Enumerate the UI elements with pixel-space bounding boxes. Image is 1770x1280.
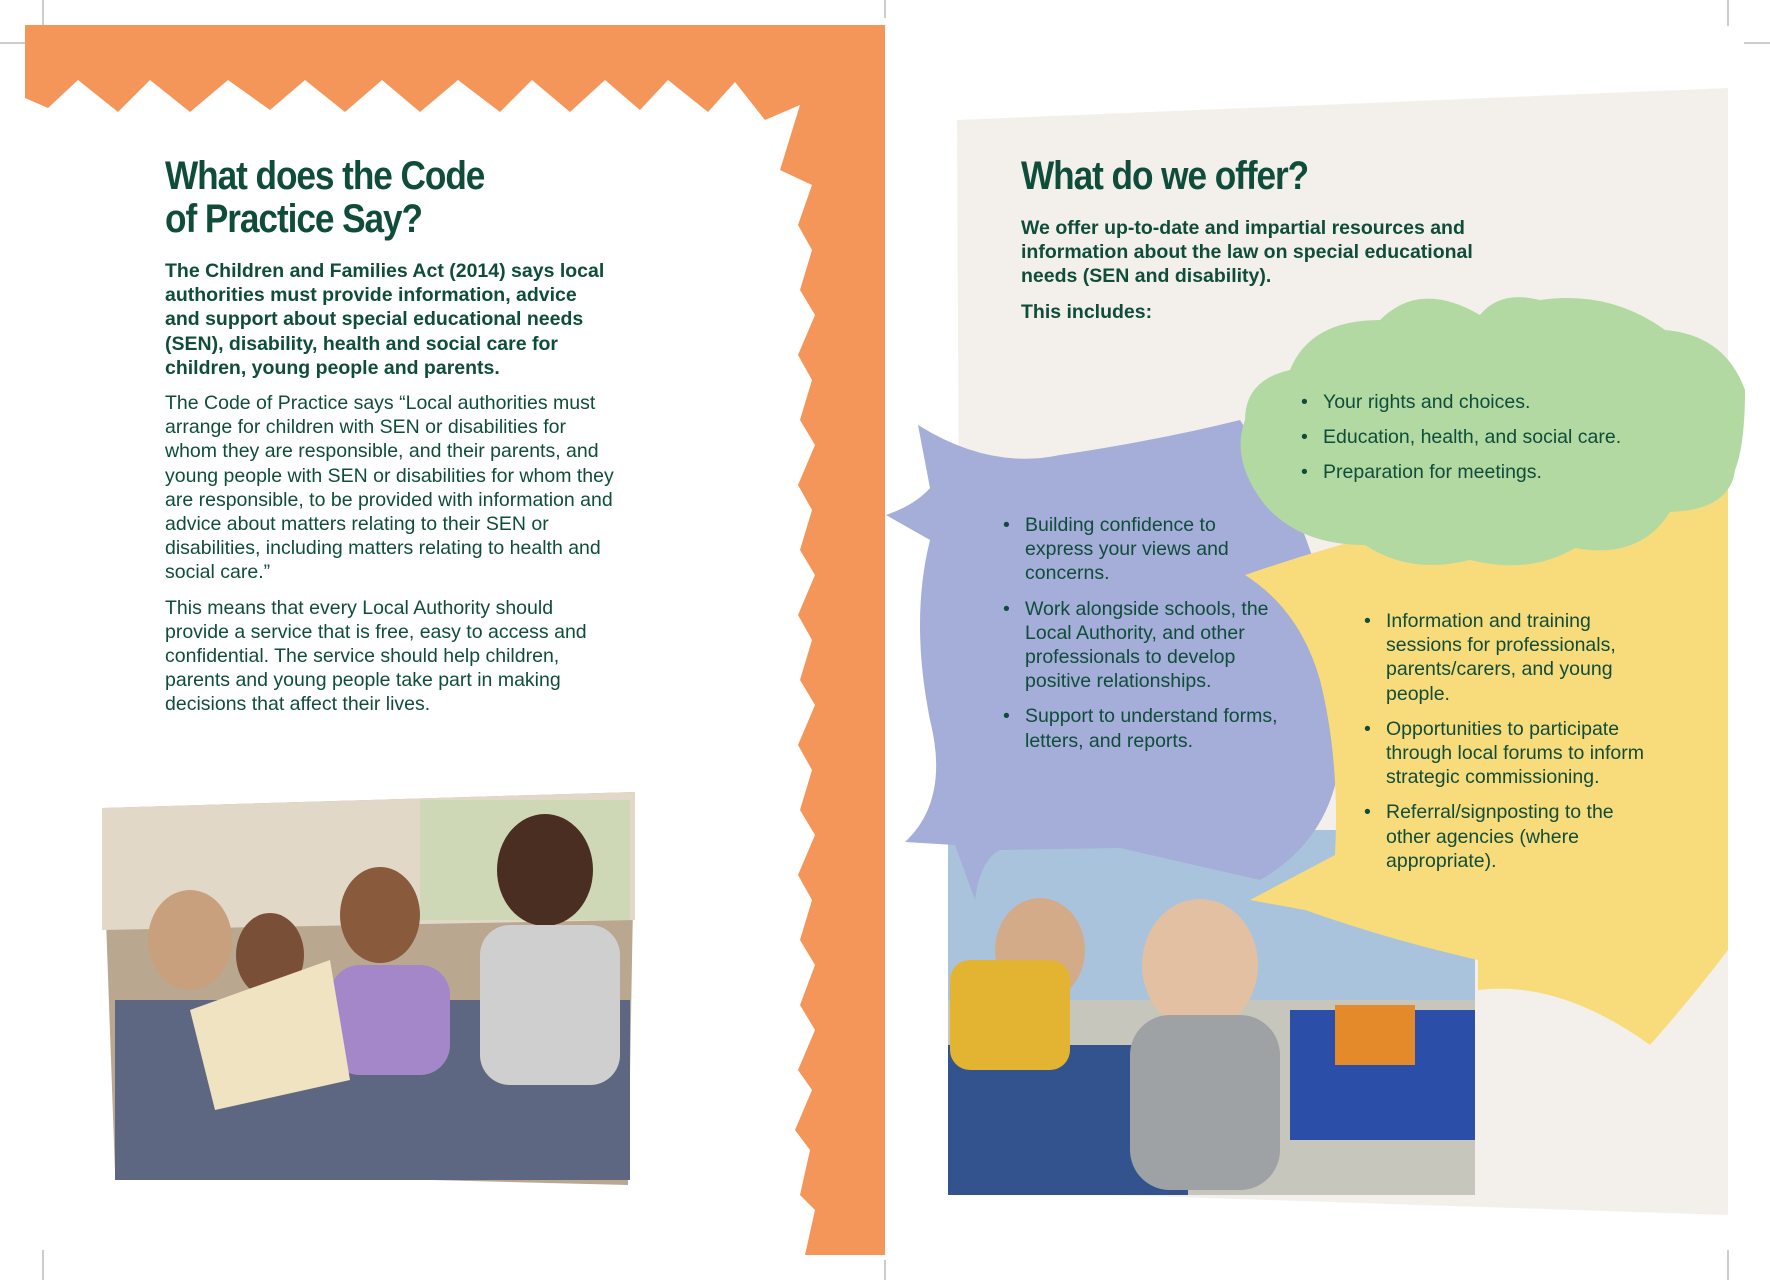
list-item: • Information and training sessions for professionals, parents/carers, and young people. <box>1364 609 1641 706</box>
list-item: • Opportunities to participate through local forums to inform strategic commissioning. <box>1364 717 1686 790</box>
list-item: • Education, health, and social care. <box>1301 425 1681 449</box>
code-quote-paragraph: The Code of Practice says “Local authorities must arrange for children with SEN or disabilities for whom they are responsible, and their parents, and young people with SEN or disabilities for whom they are responsible, to be provided with information and advice about matters relating to their SEN or disabilities, including matters relating to health and social care.” <box>165 392 614 584</box>
family-reading-photo <box>102 792 635 1185</box>
left-title-line-2: of Practice Say? <box>165 197 423 241</box>
list-item: • Referral/signposting to the other agencies (where appropriate). <box>1364 800 1616 873</box>
list-item: • Preparation for meetings. <box>1301 460 1681 484</box>
blue-bullet-list <box>1003 513 1293 764</box>
list-item: • Building confidence to express your views and concerns. <box>1003 513 1260 586</box>
left-page-content <box>165 155 615 728</box>
left-title-line-1: What does the Code <box>165 154 485 198</box>
closing-paragraph: This means that every Local Authority should provide a service that is free, easy to access and confidential. The service should help children, parents and young people take part in making decisions that affect their lives. <box>165 596 587 716</box>
right-page-content <box>1021 155 1521 324</box>
list-item: • Work alongside schools, the Local Authority, and other professionals to develop positive relationships. <box>1003 597 1280 694</box>
list-item: • Your rights and choices. <box>1301 390 1681 414</box>
right-page-title: What do we offer? <box>1021 154 1309 198</box>
lead-paragraph: The Children and Families Act (2014) says local authorities must provide information, advice and support about special educational needs (SEN), disability, health and social care for children, young people and parents. <box>165 260 605 379</box>
list-item: • Support to understand forms, letters, and reports. <box>1003 704 1295 752</box>
includes-label: This includes: <box>1021 300 1153 323</box>
intro-paragraph: We offer up-to-date and impartial resources and information about the law on special educational needs (SEN and disability). <box>1021 217 1473 288</box>
left-page-title <box>165 155 561 241</box>
green-bullet-list <box>1301 390 1681 496</box>
yellow-bullet-list <box>1364 609 1694 884</box>
